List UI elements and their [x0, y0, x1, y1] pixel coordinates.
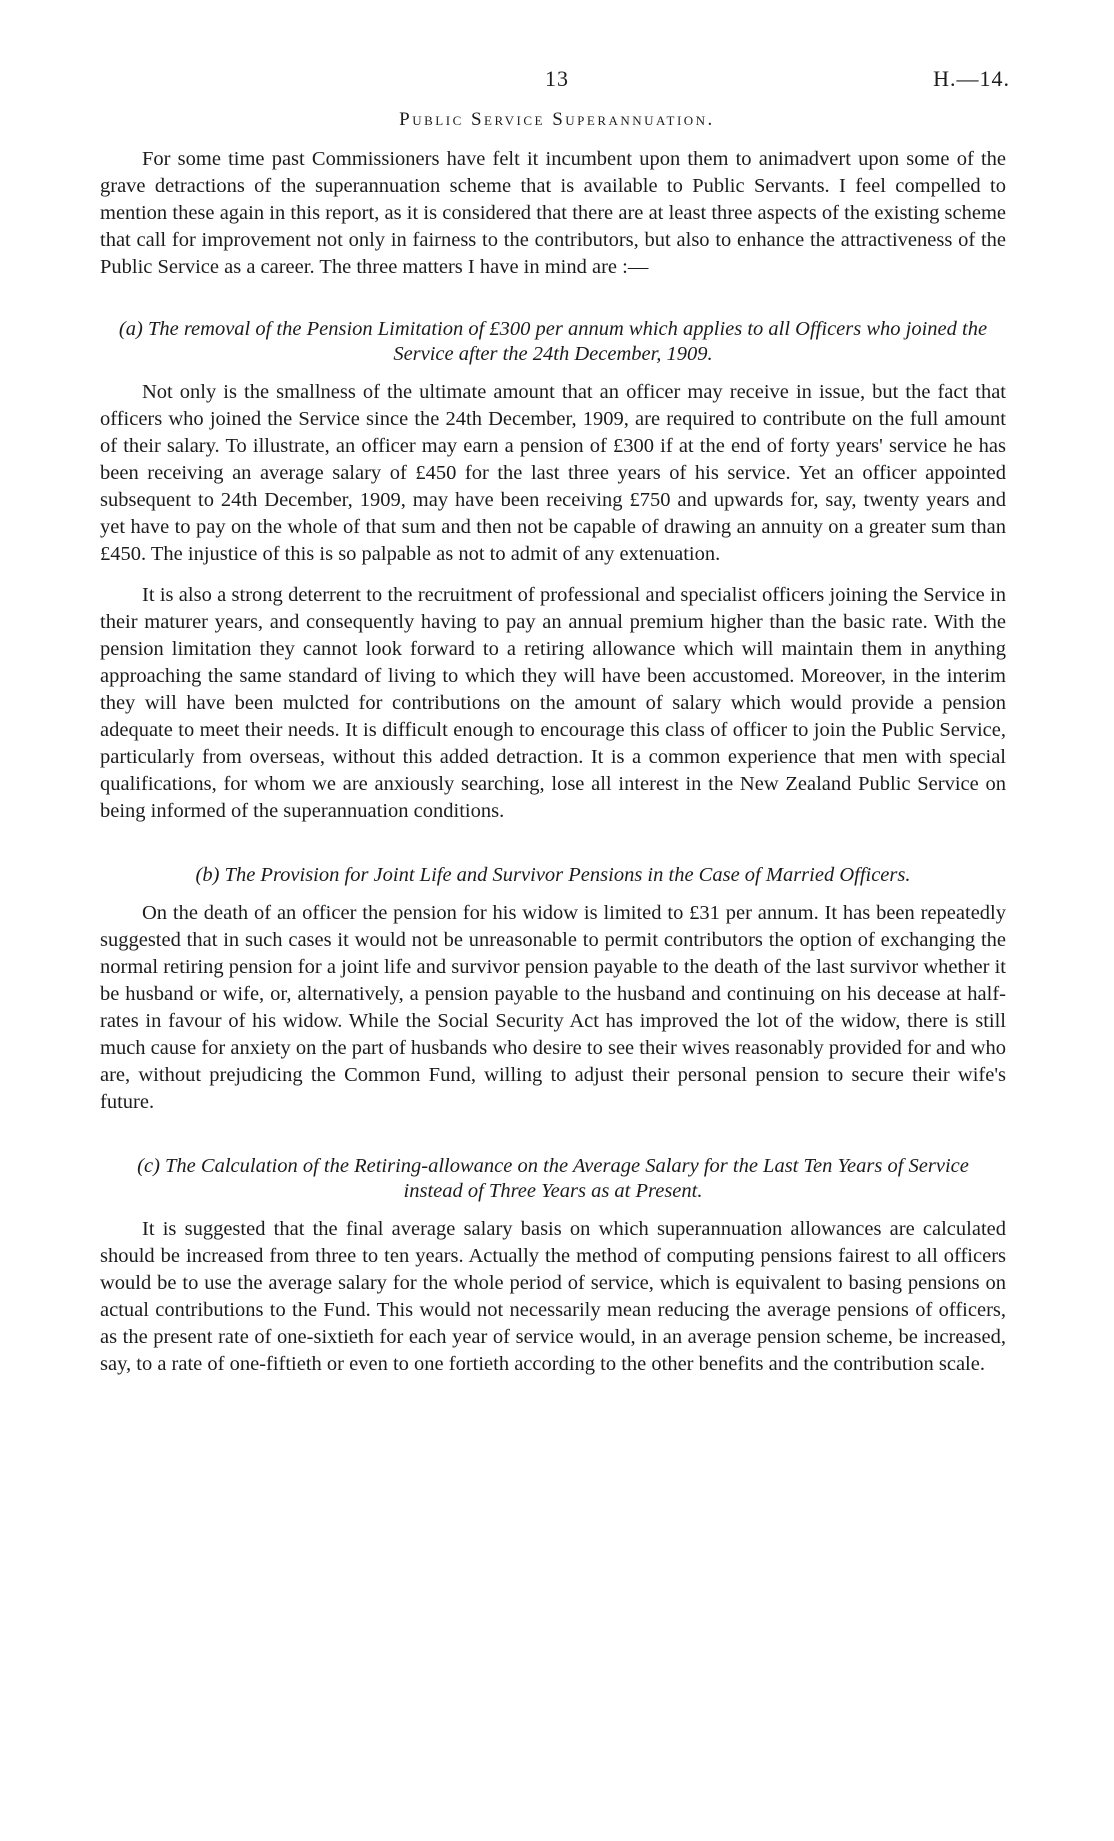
section-a [100, 317, 1006, 825]
page-title: Public Service Superannuation. [399, 109, 715, 130]
section-b [100, 863, 1006, 1116]
section-c [100, 1154, 1006, 1378]
section-heading: (b) The Provision for Joint Life and Survivor Pensions in the Case of Married Officers. [195, 864, 911, 886]
section-paragraph: It is also a strong deterrent to the recruitment of professional and specialist officers joining the Service in their maturer years, and consequently having to pay an annual premium higher than the basic rate. With the pension limitation they cannot look forward to a retiring allowance which will maintain them in anything approaching the same standard of living to which they will have been accustomed. Moreover, in the interim they will have been mulcted for contributions on the amount of salary which would provide a pension adequate to meet their needs. It is difficult enough to encourage this class of officer to join the Public Service, particularly from overseas, without this added detraction. It is a common experience that men with special qualifications, for whom we are anxiously searching, lose all interest in the New Zealand Public Service on being informed of the superannuation conditions. [100, 584, 1006, 822]
intro-paragraph: For some time past Commissioners have felt it incumbent upon them to animadvert upon some of the grave detractions of the superannuation scheme that is available to Public Servants. I feel compelled to mention these again in this report, as it is considered that there are at least three aspects of the existing scheme that call for improvement not only in fairness to the contributors, but also to enhance the attractiveness of the Public Service as a career. The three matters I have in mind are :— [100, 148, 1006, 278]
section-paragraph: Not only is the smallness of the ultimate amount that an officer may receive in issue, but the fact that officers who joined the Service since the 24th December, 1909, are required to contribute on the full amount of their salary. To illustrate, an officer may earn a pension of £300 if at the end of forty years' service he has been receiving an average salary of £450 for the last three years of his service. Yet an officer appointed subsequent to 24th December, 1909, may have been receiving £750 and upwards for, say, twenty years and yet have to pay on the whole of that sum and then not be capable of drawing an annuity on a greater sum than £450. The injustice of this is so palpable as not to admit of any extenuation. [100, 381, 1006, 565]
page-number: 13 [545, 66, 569, 91]
document-body [100, 146, 1006, 1378]
section-heading: (c) The Calculation of the Retiring-allowance on the Average Salary for the Last Ten Years of Service instead of Three Years as at Present. [137, 1155, 969, 1202]
section-heading: (a) The removal of the Pension Limitation of £300 per annum which applies to all Officers who joined the Service after the 24th December, 1909. [118, 318, 988, 365]
section-paragraph: On the death of an officer the pension for his widow is limited to £31 per annum. It has been repeatedly suggested that in such cases it would not be unreasonable to permit contributors the option of exchanging the normal retiring pension for a joint life and survivor pension payable to the death of the last survivor whether it be husband or wife, or, alternatively, a pension payable to the husband and continuing on his decease at half-rates in favour of his widow. While the Social Security Act has improved the lot of the widow, there is still much cause for anxiety on the part of husbands who desire to see their wives reasonably provided for and who are, without prejudicing the Common Fund, willing to adjust their personal pension to secure their wife's future. [100, 902, 1006, 1113]
section-paragraph: It is suggested that the final average salary basis on which superannuation allowances are calculated should be increased from three to ten years. Actually the method of computing pensions fairest to all officers would be to use the average salary for the whole period of service, which is equivalent to basing pensions on actual contributions to the Fund. This would not necessarily mean reducing the average pensions of officers, as the present rate of one-sixtieth for each year of service would, in an average pension scheme, be increased, say, to a rate of one-fiftieth or even to one fortieth according to the other benefits and the contribution scale. [100, 1218, 1006, 1375]
document-reference: H.—14. [933, 66, 1010, 91]
